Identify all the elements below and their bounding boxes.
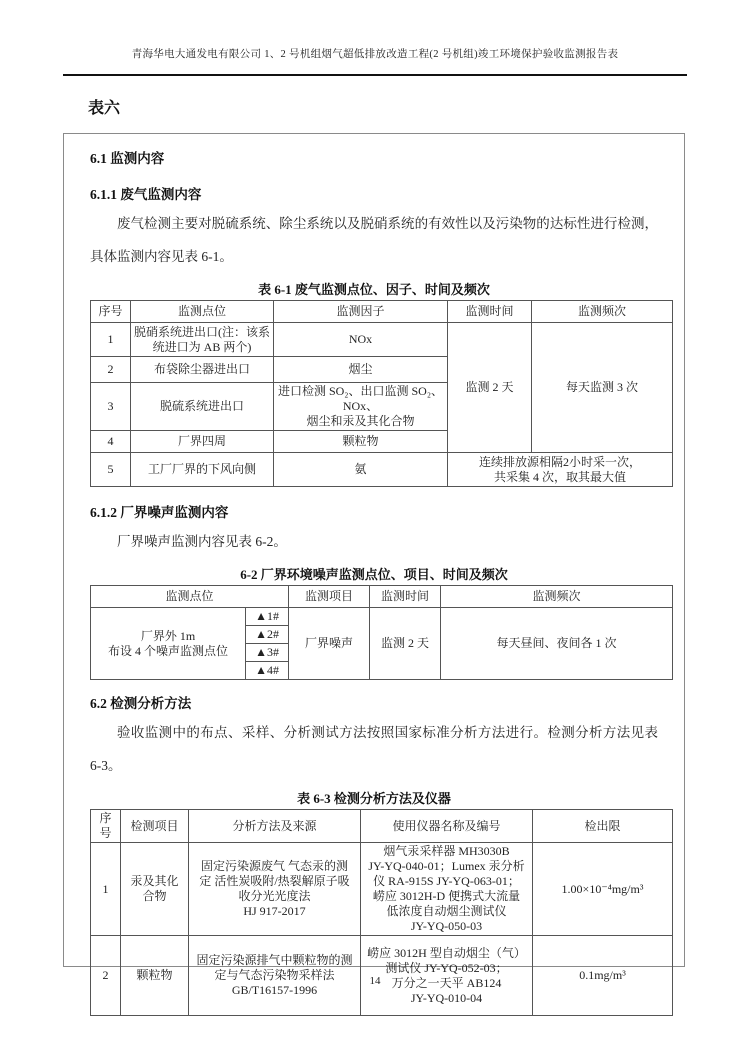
limit-cell: 0.1mg/m³ xyxy=(533,936,673,1016)
header-cell-project: 监测项目 xyxy=(289,586,370,608)
header-cell-frequency: 监测频次 xyxy=(532,301,673,323)
section-heading-6-1: 6.1 监测内容 xyxy=(90,151,165,166)
table-row xyxy=(91,453,673,487)
wastegas-monitoring-table xyxy=(90,300,673,487)
header-cell-method: 分析方法及来源 xyxy=(189,810,361,843)
header-cell-factor: 监测因子 xyxy=(274,301,448,323)
instrument-cell: 烟气汞采样器 MH3030B JY-YQ-040-01；Lumex 汞分析 仪 RA-915S JY-YQ-063-01； 崂应 3012H-D 便携式大流量 低浓度自动烟尘测试仪 JY-YQ-050-03 xyxy=(361,843,533,936)
header-cell-instrument: 使用仪器名称及编号 xyxy=(361,810,533,843)
point-mark-cell: ▲2# xyxy=(246,626,289,644)
header-divider-line xyxy=(63,74,687,76)
table1-caption: 表 6-1 废气监测点位、因子、时间及频次 xyxy=(258,282,490,297)
section-heading-6-1-1: 6.1.1 废气监测内容 xyxy=(90,187,202,202)
header-cell-limit: 检出限 xyxy=(533,810,673,843)
point-cell: 厂界四周 xyxy=(131,431,274,453)
table-row xyxy=(91,323,673,357)
point-cell: 脱硫系统进出口 xyxy=(131,383,274,431)
table-header-row xyxy=(91,301,673,323)
paragraph-analysis-method: 验收监测中的布点、采样、分析测试方法按照国家标准分析方法进行。检测分析方法见表 6-3。 xyxy=(90,725,658,773)
header-cell-time: 监测时间 xyxy=(370,586,441,608)
page-number: 14 xyxy=(369,975,381,987)
table3-caption: 表 6-3 检测分析方法及仪器 xyxy=(297,791,451,806)
serial-cell: 1 xyxy=(91,323,131,357)
method-cell: 固定污染源废气 气态汞的测 定 活性炭吸附/热裂解原子吸 收分光光度法 HJ 917-2017 xyxy=(189,843,361,936)
section-heading-6-1-2: 6.1.2 厂界噪声监测内容 xyxy=(90,505,229,520)
table-header-row xyxy=(91,810,673,843)
serial-cell: 2 xyxy=(91,357,131,383)
header-cell-point: 监测点位 xyxy=(131,301,274,323)
factor-cell: 氨 xyxy=(274,453,448,487)
time-cell: 监测 2 天 xyxy=(370,608,441,680)
point-description-cell: 厂界外 1m 布设 4 个噪声监测点位 xyxy=(91,608,246,680)
header-cell-no: 序号 xyxy=(91,301,131,323)
limit-cell: 1.00×10⁻⁴mg/m³ xyxy=(533,843,673,936)
method-cell: 固定污染源排气中颗粒物的测 定与气态污染物采样法 GB/T16157-1996 xyxy=(189,936,361,1016)
table2-caption: 6-2 厂界环境噪声监测点位、项目、时间及频次 xyxy=(240,567,508,582)
factor-cell: 颗粒物 xyxy=(274,431,448,453)
sheet-title: 表六 xyxy=(88,100,121,117)
header-cell-frequency: 监测频次 xyxy=(441,586,673,608)
point-mark-cell: ▲3# xyxy=(246,644,289,662)
serial-cell: 4 xyxy=(91,431,131,453)
header-cell-item: 检测项目 xyxy=(121,810,189,843)
point-cell: 脱硝系统进出口(注：该系 统进口为 AB 两个) xyxy=(131,323,274,357)
serial-cell: 5 xyxy=(91,453,131,487)
table-header-row xyxy=(91,586,673,608)
point-mark-cell: ▲1# xyxy=(246,608,289,626)
frequency-cell: 每天昼间、夜间各 1 次 xyxy=(441,608,673,680)
noise-monitoring-table xyxy=(90,585,673,680)
instrument-cell: 崂应 3012H 型自动烟尘（气） 测试仪 JY-YQ-052-03； 万分之一天平 AB124 JY-YQ-010-04 xyxy=(361,936,533,1016)
point-cell: 工厂厂界的下风向侧 xyxy=(131,453,274,487)
paragraph-noise-intro: 厂界噪声监测内容见表 6-2。 xyxy=(117,534,287,549)
point-mark-cell: ▲4# xyxy=(246,662,289,680)
time-merged-cell: 监测 2 天 xyxy=(448,323,532,453)
header-cell-time: 监测时间 xyxy=(448,301,532,323)
item-cell: 汞及其化 合物 xyxy=(121,843,189,936)
header-cell-point: 监测点位 xyxy=(91,586,289,608)
serial-cell: 3 xyxy=(91,383,131,431)
table-row xyxy=(91,843,673,936)
frequency-merged-cell: 每天监测 3 次 xyxy=(532,323,673,453)
project-cell: 厂界噪声 xyxy=(289,608,370,680)
serial-cell: 2 xyxy=(91,936,121,1016)
item-cell: 颗粒物 xyxy=(121,936,189,1016)
document-header-title: 青海华电大通发电有限公司 1、2 号机组烟气超低排放改造工程(2 号机组)竣工环境保护验收监测报告表 xyxy=(131,49,619,60)
time-frequency-merged-cell: 连续排放源相隔2小时采一次， 共采集 4 次，取其最大值 xyxy=(448,453,673,487)
section-heading-6-2: 6.2 检测分析方法 xyxy=(90,696,192,711)
factor-cell: 烟尘 xyxy=(274,357,448,383)
paragraph-wastegas-intro: 废气检测主要对脱硫系统、除尘系统以及脱硝系统的有效性以及污染物的达标性进行检测，具体监测内容见表 6-1。 xyxy=(90,216,658,264)
header-cell-no: 序号 xyxy=(91,810,121,843)
factor-cell: NOx xyxy=(274,323,448,357)
point-cell: 布袋除尘器进出口 xyxy=(131,357,274,383)
serial-cell: 1 xyxy=(91,843,121,936)
factor-cell: 进口检测 SO₂、出口监测 SO₂、NOx、 烟尘和汞及其化合物 xyxy=(274,383,448,431)
table-row xyxy=(91,608,673,626)
